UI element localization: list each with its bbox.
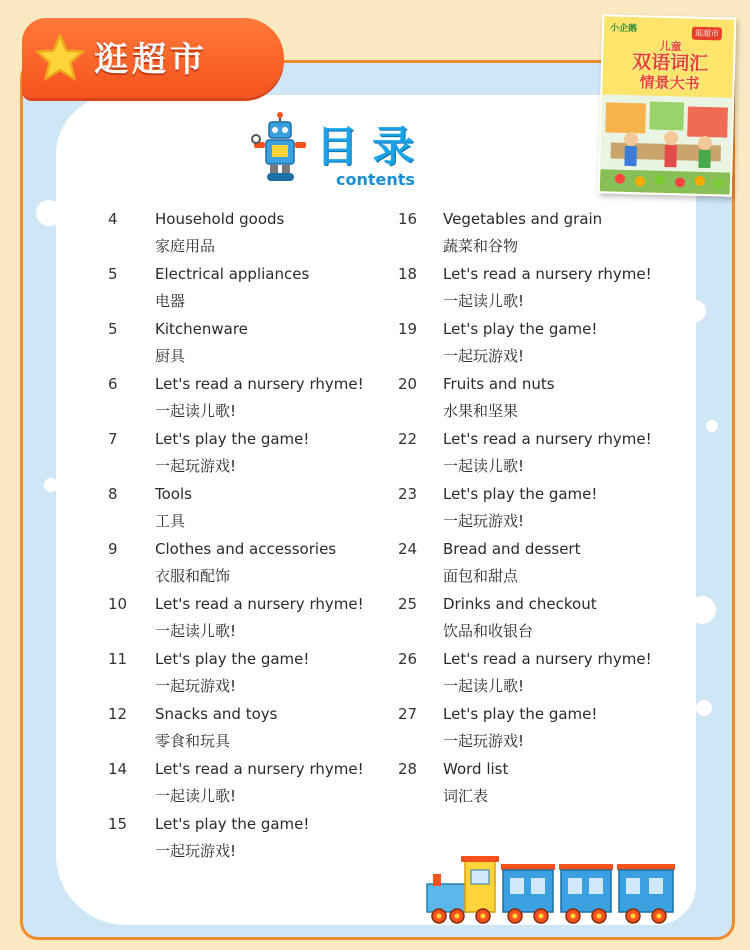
- toc-title-en: Let's play the game!: [155, 815, 310, 833]
- cover-title-line: 情景大书: [639, 73, 700, 93]
- toc-page-number: 8: [108, 485, 118, 503]
- toc-page-number: 5: [108, 265, 118, 283]
- toc-title-zh: 厨具: [155, 347, 186, 365]
- toc-title-zh: 一起读儿歌!: [443, 677, 525, 695]
- toc-title-en: Let's read a nursery rhyme!: [443, 430, 652, 448]
- bubble-decoration: [684, 300, 706, 322]
- toc-title-zh: 一起读儿歌!: [155, 787, 237, 805]
- toc-title-en: Let's read a nursery rhyme!: [155, 375, 364, 393]
- toc-title-en: Bread and dessert: [443, 540, 581, 558]
- toc-title-zh: 电器: [155, 292, 186, 310]
- toc-title-en: Snacks and toys: [155, 705, 278, 723]
- toc-title-en: Kitchenware: [155, 320, 248, 338]
- toc-title-en: Let's read a nursery rhyme!: [155, 760, 364, 778]
- bubble-decoration: [696, 700, 712, 716]
- toc-title-en: Let's play the game!: [155, 430, 310, 448]
- cover-publisher-badge: 小企鹅: [609, 23, 638, 35]
- toc-page-number: 10: [108, 595, 128, 613]
- toc-page-number: 24: [398, 540, 418, 558]
- toc-page-number: 20: [398, 375, 418, 393]
- toc-page-number: 19: [398, 320, 418, 338]
- toc-page-number: 5: [108, 320, 118, 338]
- toc-title-zh: 词汇表: [443, 787, 489, 805]
- robot-icon: [250, 112, 310, 184]
- bubble-decoration: [688, 596, 716, 624]
- toc-title-zh: 一起读儿歌!: [155, 622, 237, 640]
- train-illustration: [425, 852, 695, 927]
- bubble-decoration: [706, 420, 718, 432]
- toc-page-number: 4: [108, 210, 118, 228]
- bubble-decoration: [64, 875, 86, 897]
- bubble-decoration: [36, 200, 62, 226]
- toc-title-en: Clothes and accessories: [155, 540, 337, 558]
- toc-title-zh: 一起读儿歌!: [155, 402, 237, 420]
- toc-title-en: Drinks and checkout: [443, 595, 597, 613]
- section-title: 逛超市: [94, 40, 208, 80]
- toc-page-number: 14: [108, 760, 128, 778]
- toc-title-zh: 零食和玩具: [155, 732, 231, 750]
- bubble-decoration: [44, 478, 58, 492]
- toc-page-number: 26: [398, 650, 418, 668]
- toc-page-number: 22: [398, 430, 418, 448]
- toc-page-number: 18: [398, 265, 418, 283]
- toc-page-number: 27: [398, 705, 418, 723]
- toc-title-en: Let's play the game!: [155, 650, 310, 668]
- toc-title-en: Let's read a nursery rhyme!: [443, 650, 652, 668]
- section-tab: [22, 18, 284, 98]
- toc-title-zh: 面包和甜点: [443, 567, 519, 585]
- contents-title: 目录: [316, 122, 429, 171]
- toc-title-zh: 一起玩游戏!: [443, 512, 525, 530]
- cover-title-line: 双语词汇: [631, 51, 709, 76]
- toc-title-zh: 家庭用品: [155, 237, 216, 255]
- toc-page-number: 7: [108, 430, 118, 448]
- toc-title-en: Let's read a nursery rhyme!: [155, 595, 364, 613]
- cover-title-line: 儿童: [659, 39, 682, 54]
- toc-title-en: Word list: [443, 760, 509, 778]
- toc-page-number: 12: [108, 705, 128, 723]
- toc-page-number: 28: [398, 760, 418, 778]
- toc-page-number: 25: [398, 595, 418, 613]
- toc-title-en: Let's play the game!: [443, 485, 598, 503]
- toc-title-en: Let's play the game!: [443, 705, 598, 723]
- toc-page-number: 6: [108, 375, 118, 393]
- toc-title-zh: 工具: [155, 512, 186, 530]
- toc-title-zh: 衣服和配饰: [155, 567, 231, 585]
- toc-title-en: Tools: [155, 485, 192, 503]
- toc-page-number: 16: [398, 210, 418, 228]
- toc-title-en: Let's play the game!: [443, 320, 598, 338]
- toc-title-zh: 一起读儿歌!: [443, 292, 525, 310]
- toc-title-zh: 水果和坚果: [443, 402, 519, 420]
- toc-title-en: Fruits and nuts: [443, 375, 555, 393]
- contents-heading: [250, 112, 450, 192]
- toc-page-number: 9: [108, 540, 118, 558]
- book-cover: [598, 14, 737, 196]
- toc-title-zh: 饮品和收银台: [443, 622, 534, 640]
- toc-title-zh: 一起玩游戏!: [155, 677, 237, 695]
- toc-title-zh: 一起玩游戏!: [443, 732, 525, 750]
- contents-subtitle: contents: [336, 170, 415, 189]
- toc-title-en: Household goods: [155, 210, 285, 228]
- toc-title-zh: 蔬菜和谷物: [443, 237, 519, 255]
- toc-title-en: Electrical appliances: [155, 265, 310, 283]
- toc-title-zh: 一起玩游戏!: [155, 842, 237, 860]
- star-icon: [34, 32, 86, 84]
- toc-page-number: 23: [398, 485, 418, 503]
- toc-page-number: 11: [108, 650, 128, 668]
- toc-title-zh: 一起读儿歌!: [443, 457, 525, 475]
- toc-title-zh: 一起玩游戏!: [443, 347, 525, 365]
- toc-title-en: Vegetables and grain: [443, 210, 603, 228]
- toc-title-en: Let's read a nursery rhyme!: [443, 265, 652, 283]
- cover-illustration: [600, 94, 732, 194]
- cover-title: [614, 39, 725, 95]
- toc-title-zh: 一起玩游戏!: [155, 457, 237, 475]
- cover-series-tag: 逛超市: [692, 27, 722, 41]
- toc-page-number: 15: [108, 815, 128, 833]
